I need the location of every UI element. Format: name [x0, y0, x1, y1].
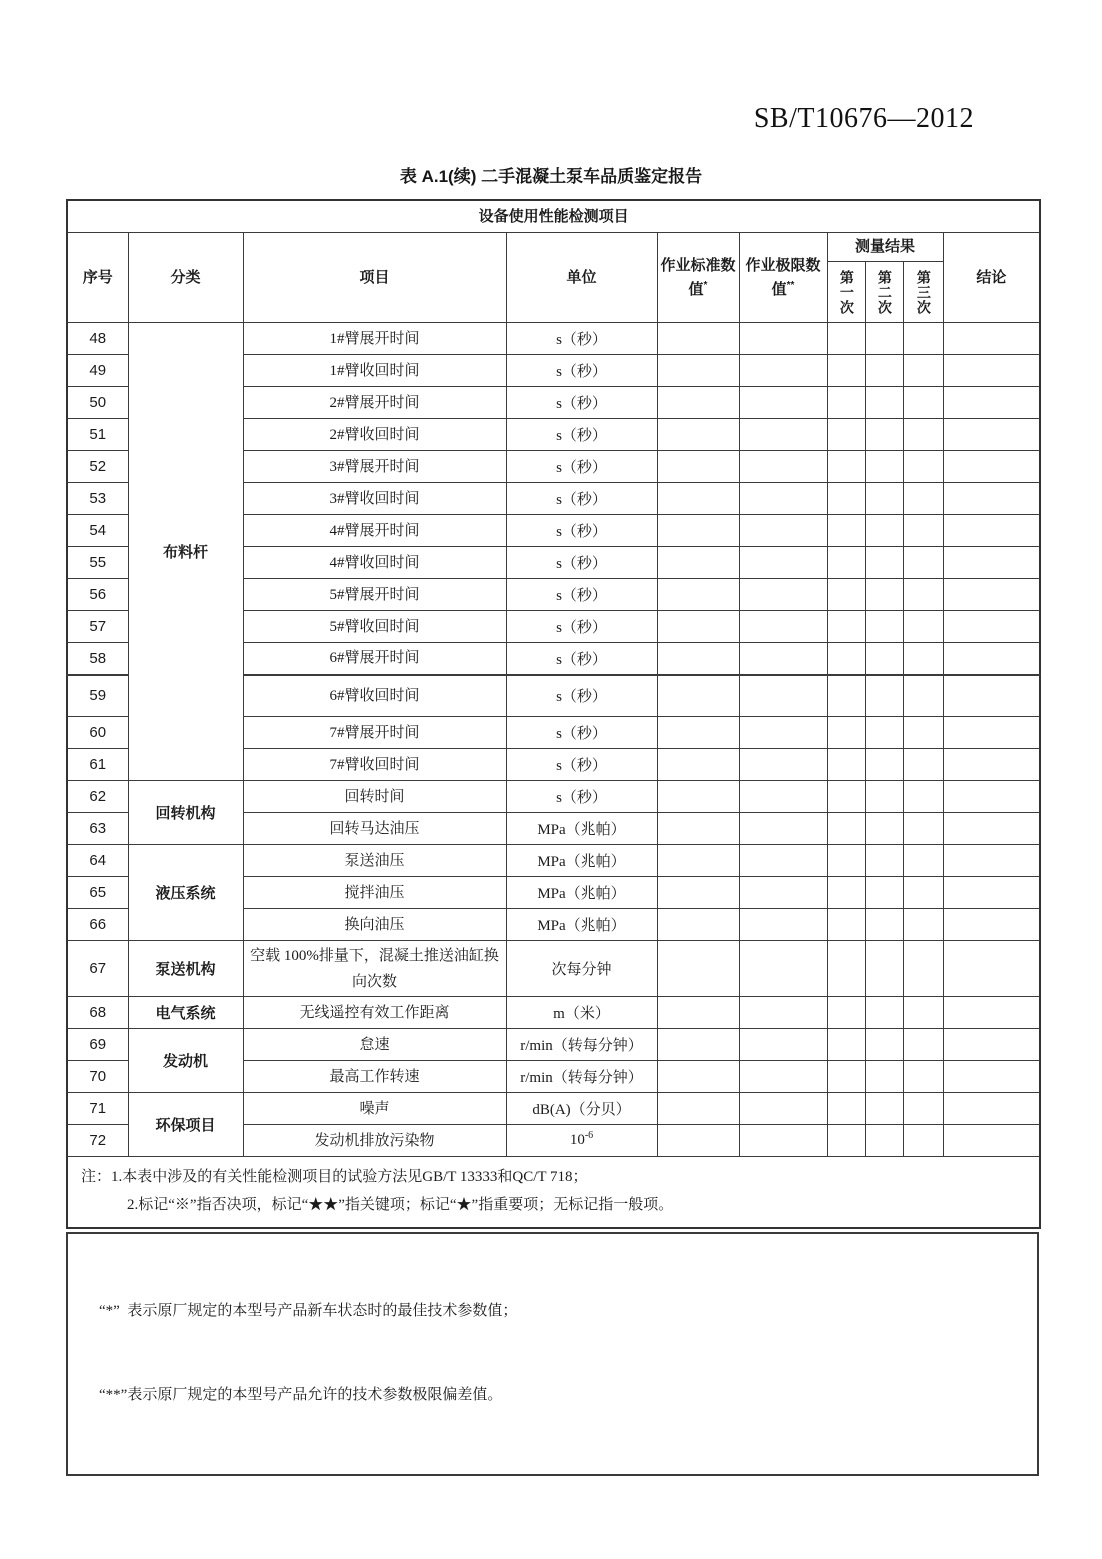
- table-row: [67, 1093, 1040, 1125]
- unit-cell: [506, 845, 657, 877]
- seq-cell: 52: [67, 451, 128, 483]
- unit-cell: [506, 611, 657, 643]
- measure-1-cell: [827, 483, 865, 515]
- item-cell: 发动机排放污染物: [243, 1125, 506, 1157]
- measure-1-cell: [827, 419, 865, 451]
- unit-cell: [506, 717, 657, 749]
- conclusion-cell: [943, 355, 1040, 387]
- inspection-table: [66, 199, 1041, 1229]
- standard-value-cell: [657, 579, 739, 611]
- measure-2-cell: [865, 451, 903, 483]
- unit-text: s（秒）: [556, 790, 607, 806]
- seq-cell: 50: [67, 387, 128, 419]
- measure-1-cell: [827, 997, 865, 1029]
- measure-3-cell: [903, 579, 943, 611]
- column-header-standard-value: [657, 233, 739, 323]
- standard-value-cell: [657, 515, 739, 547]
- measure-1-cell: [827, 941, 865, 997]
- measure-1-cell: [827, 717, 865, 749]
- standard-value-cell: [657, 909, 739, 941]
- category-cell: 回转机构: [128, 781, 243, 845]
- unit-text: s（秒）: [556, 332, 607, 348]
- item-cell: 7#臂收回时间: [243, 749, 506, 781]
- limit-value-cell: [739, 451, 827, 483]
- measure-1-cell: [827, 909, 865, 941]
- measure-3-cell: [903, 643, 943, 675]
- measure-1-cell: [827, 1061, 865, 1093]
- table-row: [67, 233, 1040, 262]
- seq-cell: 59: [67, 675, 128, 717]
- limit-value-cell: [739, 845, 827, 877]
- standard-value-cell: [657, 611, 739, 643]
- unit-text: s（秒）: [556, 689, 607, 706]
- conclusion-cell: [943, 323, 1040, 355]
- note-line-1: 注：1.本表中涉及的有关性能检测项目的试验方法见GB/T 13333和QC/T 718；: [81, 1169, 588, 1185]
- table-row: [67, 845, 1040, 877]
- unit-text: s（秒）: [556, 492, 607, 508]
- measure-2-cell: [865, 355, 903, 387]
- measure-2-cell: [865, 813, 903, 845]
- seq-cell: 62: [67, 781, 128, 813]
- item-cell: 1#臂展开时间: [243, 323, 506, 355]
- measure-1-cell: [827, 877, 865, 909]
- limit-value-cell: [739, 611, 827, 643]
- unit-cell: [506, 387, 657, 419]
- unit-text: s（秒）: [556, 620, 607, 636]
- measure-3-cell: [903, 717, 943, 749]
- measure-1-cell: [827, 1029, 865, 1061]
- unit-cell: [506, 451, 657, 483]
- table-row: [67, 997, 1040, 1029]
- measure-3-cell: [903, 997, 943, 1029]
- measure-3-cell: [903, 355, 943, 387]
- item-cell: 空载 100%排量下，混凝土推送油缸换向次数: [243, 941, 506, 997]
- measure-2-cell: [865, 1125, 903, 1157]
- unit-cell: [506, 355, 657, 387]
- limit-value-cell: [739, 675, 827, 717]
- standard-value-cell: [657, 1029, 739, 1061]
- measure-3-cell: [903, 1061, 943, 1093]
- conclusion-cell: [943, 483, 1040, 515]
- measure-1-cell: [827, 813, 865, 845]
- seq-cell: 56: [67, 579, 128, 611]
- limit-value-label: 作业极限数值: [745, 257, 821, 298]
- column-header-measure-2: [865, 262, 903, 323]
- measure-1-cell: [827, 845, 865, 877]
- conclusion-cell: [943, 451, 1040, 483]
- limit-value-cell: [739, 643, 827, 675]
- standard-value-cell: [657, 941, 739, 997]
- measure-3-cell: [903, 451, 943, 483]
- section-header: 设备使用性能检测项目: [67, 200, 1040, 233]
- item-cell: 7#臂展开时间: [243, 717, 506, 749]
- category-cell: 环保项目: [128, 1093, 243, 1157]
- standard-value-cell: [657, 547, 739, 579]
- unit-cell: [506, 941, 657, 997]
- measure-1-cell: [827, 749, 865, 781]
- category-cell: 液压系统: [128, 845, 243, 941]
- seq-cell: 57: [67, 611, 128, 643]
- standard-value-cell: [657, 451, 739, 483]
- item-cell: 怠速: [243, 1029, 506, 1061]
- conclusion-cell: [943, 547, 1040, 579]
- conclusion-cell: [943, 997, 1040, 1029]
- measure-3-cell: [903, 1125, 943, 1157]
- measure-2-cell: [865, 1029, 903, 1061]
- conclusion-cell: [943, 1093, 1040, 1125]
- conclusion-cell: [943, 845, 1040, 877]
- unit-cell: [506, 515, 657, 547]
- measure-2-cell: [865, 877, 903, 909]
- conclusion-cell: [943, 813, 1040, 845]
- measure-3-cell: [903, 323, 943, 355]
- measure-2-cell: [865, 323, 903, 355]
- conclusion-cell: [943, 387, 1040, 419]
- standard-value-cell: [657, 675, 739, 717]
- conclusion-cell: [943, 579, 1040, 611]
- item-cell: 最高工作转速: [243, 1061, 506, 1093]
- measure-3-cell: [903, 419, 943, 451]
- footnote-line-2: “**”表示原厂规定的本型号产品允许的技术参数极限偏差值。: [99, 1387, 503, 1403]
- table-row: [67, 781, 1040, 813]
- measure-1-cell: [827, 547, 865, 579]
- measure-2-cell: [865, 611, 903, 643]
- standard-value-cell: [657, 419, 739, 451]
- measure-1-cell: [827, 387, 865, 419]
- limit-value-cell: [739, 749, 827, 781]
- limit-value-cell: [739, 1061, 827, 1093]
- unit-cell: [506, 1125, 657, 1157]
- measure-3-cell: [903, 1093, 943, 1125]
- seq-cell: 67: [67, 941, 128, 997]
- standard-value-cell: [657, 1061, 739, 1093]
- item-cell: 回转时间: [243, 781, 506, 813]
- measure-1-cell: [827, 355, 865, 387]
- unit-text: r/min（转每分钟）: [520, 1038, 643, 1054]
- conclusion-cell: [943, 781, 1040, 813]
- unit-cell: [506, 547, 657, 579]
- seq-cell: 69: [67, 1029, 128, 1061]
- measure-2-cell: [865, 419, 903, 451]
- standard-value-cell: [657, 1093, 739, 1125]
- unit-text: 10: [569, 1132, 585, 1148]
- measure-2-cell: [865, 483, 903, 515]
- limit-value-cell: [739, 941, 827, 997]
- item-cell: 6#臂收回时间: [243, 675, 506, 717]
- unit-text: s（秒）: [556, 460, 607, 476]
- measure-2-cell: [865, 1061, 903, 1093]
- unit-text: s（秒）: [556, 651, 607, 668]
- item-cell: 1#臂收回时间: [243, 355, 506, 387]
- measure-2-cell: [865, 643, 903, 675]
- measure-2-cell: [865, 547, 903, 579]
- unit-cell: [506, 909, 657, 941]
- seq-cell: 51: [67, 419, 128, 451]
- unit-cell: [506, 749, 657, 781]
- measure-1-cell: [827, 323, 865, 355]
- conclusion-cell: [943, 419, 1040, 451]
- unit-text: s（秒）: [556, 524, 607, 540]
- measure-3-cell: [903, 749, 943, 781]
- measure-1-cell: [827, 515, 865, 547]
- measure-1-cell: [827, 1093, 865, 1125]
- standard-value-cell: [657, 749, 739, 781]
- limit-value-cell: [739, 717, 827, 749]
- standard-value-cell: [657, 813, 739, 845]
- table-container: [66, 199, 1039, 1476]
- unit-cell: [506, 419, 657, 451]
- limit-value-cell: [739, 813, 827, 845]
- standard-value-cell: [657, 355, 739, 387]
- standard-value-cell: [657, 323, 739, 355]
- unit-text: 次每分钟: [551, 962, 612, 978]
- seq-cell: 70: [67, 1061, 128, 1093]
- measure-3-cell: [903, 611, 943, 643]
- table-row: [67, 200, 1040, 233]
- measure-2-cell: [865, 717, 903, 749]
- table-row: [67, 941, 1040, 997]
- standard-value-cell: [657, 1125, 739, 1157]
- conclusion-cell: [943, 675, 1040, 717]
- unit-text: r/min（转每分钟）: [520, 1070, 643, 1086]
- footnotes-block: [66, 1232, 1039, 1476]
- limit-value-cell: [739, 323, 827, 355]
- limit-value-cell: [739, 547, 827, 579]
- measure-2-cell: [865, 515, 903, 547]
- seq-cell: 58: [67, 643, 128, 675]
- seq-cell: 64: [67, 845, 128, 877]
- conclusion-cell: [943, 941, 1040, 997]
- seq-cell: 68: [67, 997, 128, 1029]
- measure-3-cell: [903, 387, 943, 419]
- unit-text: s（秒）: [556, 428, 607, 444]
- unit-cell: [506, 813, 657, 845]
- category-cell: 电气系统: [128, 997, 243, 1029]
- unit-text: MPa（兆帕）: [537, 918, 626, 934]
- limit-value-cell: [739, 877, 827, 909]
- standard-value-cell: [657, 643, 739, 675]
- unit-text: MPa（兆帕）: [537, 854, 626, 870]
- conclusion-cell: [943, 1061, 1040, 1093]
- unit-cell: [506, 483, 657, 515]
- limit-value-cell: [739, 1093, 827, 1125]
- measure-3-label: 第三次: [915, 269, 932, 315]
- measure-2-cell: [865, 997, 903, 1029]
- item-cell: 4#臂收回时间: [243, 547, 506, 579]
- conclusion-cell: [943, 909, 1040, 941]
- measure-3-cell: [903, 1029, 943, 1061]
- standard-value-cell: [657, 781, 739, 813]
- measure-2-cell: [865, 749, 903, 781]
- limit-value-cell: [739, 909, 827, 941]
- note-line-2: 2.标记“※”指否决项，标记“★★”指关键项；标记“★”指重要项；无标记指一般项。: [127, 1197, 674, 1213]
- unit-text: m（米）: [553, 1006, 610, 1022]
- measure-3-cell: [903, 675, 943, 717]
- measure-2-cell: [865, 845, 903, 877]
- limit-value-cell: [739, 355, 827, 387]
- seq-cell: 65: [67, 877, 128, 909]
- table-row: [67, 1029, 1040, 1061]
- unit-superscript: -6: [584, 1130, 594, 1141]
- unit-cell: [506, 1029, 657, 1061]
- item-cell: 泵送油压: [243, 845, 506, 877]
- unit-cell: [506, 675, 657, 717]
- seq-cell: 60: [67, 717, 128, 749]
- item-cell: 噪声: [243, 1093, 506, 1125]
- measure-2-cell: [865, 781, 903, 813]
- unit-cell: [506, 877, 657, 909]
- unit-cell: [506, 579, 657, 611]
- conclusion-cell: [943, 1125, 1040, 1157]
- standard-value-cell: [657, 483, 739, 515]
- unit-text: dB(A)（分贝）: [532, 1102, 631, 1118]
- unit-cell: [506, 1093, 657, 1125]
- item-cell: 5#臂收回时间: [243, 611, 506, 643]
- unit-cell: [506, 1061, 657, 1093]
- item-cell: 2#臂收回时间: [243, 419, 506, 451]
- seq-cell: 61: [67, 749, 128, 781]
- unit-text: s（秒）: [556, 758, 607, 774]
- measure-3-cell: [903, 941, 943, 997]
- column-header-measure-group: 测量结果: [827, 233, 943, 262]
- measure-2-cell: [865, 1093, 903, 1125]
- conclusion-cell: [943, 717, 1040, 749]
- limit-value-cell: [739, 1125, 827, 1157]
- unit-cell: [506, 643, 657, 675]
- item-cell: 3#臂收回时间: [243, 483, 506, 515]
- table-row: [67, 1157, 1040, 1229]
- item-cell: 6#臂展开时间: [243, 643, 506, 675]
- conclusion-cell: [943, 611, 1040, 643]
- standard-value-cell: [657, 997, 739, 1029]
- measure-1-cell: [827, 451, 865, 483]
- limit-value-cell: [739, 781, 827, 813]
- category-cell: 布料杆: [128, 323, 243, 781]
- column-header-seq: 序号: [67, 233, 128, 323]
- conclusion-cell: [943, 643, 1040, 675]
- seq-cell: 66: [67, 909, 128, 941]
- limit-value-cell: [739, 515, 827, 547]
- conclusion-cell: [943, 877, 1040, 909]
- footnote-line-1: “*” 表示原厂规定的本型号产品新车状态时的最佳技术参数值；: [99, 1303, 518, 1319]
- conclusion-cell: [943, 749, 1040, 781]
- category-cell: 发动机: [128, 1029, 243, 1093]
- measure-2-cell: [865, 675, 903, 717]
- column-header-limit-value: [739, 233, 827, 323]
- limit-value-cell: [739, 387, 827, 419]
- measure-3-cell: [903, 877, 943, 909]
- column-header-item: 项目: [243, 233, 506, 323]
- conclusion-cell: [943, 1029, 1040, 1061]
- item-cell: 无线遥控有效工作距离: [243, 997, 506, 1029]
- seq-cell: 48: [67, 323, 128, 355]
- column-header-conclusion: 结论: [943, 233, 1040, 323]
- measure-1-cell: [827, 675, 865, 717]
- table-title: 表 A.1(续) 二手混凝土泵车品质鉴定报告: [399, 167, 703, 186]
- column-header-category: 分类: [128, 233, 243, 323]
- seq-cell: 55: [67, 547, 128, 579]
- notes-cell: [67, 1157, 1040, 1229]
- measure-3-cell: [903, 781, 943, 813]
- seq-cell: 49: [67, 355, 128, 387]
- unit-cell: [506, 323, 657, 355]
- measure-2-cell: [865, 579, 903, 611]
- column-header-measure-1: [827, 262, 865, 323]
- measure-3-cell: [903, 813, 943, 845]
- limit-value-cell: [739, 997, 827, 1029]
- measure-2-cell: [865, 941, 903, 997]
- seq-cell: 63: [67, 813, 128, 845]
- measure-3-cell: [903, 515, 943, 547]
- column-header-measure-3: [903, 262, 943, 323]
- item-cell: 回转马达油压: [243, 813, 506, 845]
- item-cell: 2#臂展开时间: [243, 387, 506, 419]
- unit-text: s（秒）: [556, 556, 607, 572]
- standard-value-cell: [657, 717, 739, 749]
- limit-value-cell: [739, 483, 827, 515]
- measure-2-cell: [865, 909, 903, 941]
- standard-value-superscript: *: [703, 279, 708, 291]
- item-cell: 4#臂展开时间: [243, 515, 506, 547]
- seq-cell: 53: [67, 483, 128, 515]
- standard-value-cell: [657, 877, 739, 909]
- measure-3-cell: [903, 845, 943, 877]
- limit-value-superscript: **: [786, 279, 795, 291]
- measure-3-cell: [903, 483, 943, 515]
- standard-value-cell: [657, 845, 739, 877]
- standard-value-label: 作业标准数值: [660, 257, 736, 298]
- unit-cell: [506, 781, 657, 813]
- standard-value-cell: [657, 387, 739, 419]
- measure-3-cell: [903, 547, 943, 579]
- measure-1-label: 第一次: [838, 269, 855, 315]
- measure-1-cell: [827, 579, 865, 611]
- item-cell: 换向油压: [243, 909, 506, 941]
- unit-text: MPa（兆帕）: [537, 886, 626, 902]
- standard-number: SB/T10676—2012: [753, 103, 974, 134]
- unit-text: s（秒）: [556, 588, 607, 604]
- measure-1-cell: [827, 643, 865, 675]
- column-header-unit: 单位: [506, 233, 657, 323]
- limit-value-cell: [739, 419, 827, 451]
- conclusion-cell: [943, 515, 1040, 547]
- category-cell: 泵送机构: [128, 941, 243, 997]
- unit-cell: [506, 997, 657, 1029]
- measure-1-cell: [827, 611, 865, 643]
- unit-text: s（秒）: [556, 364, 607, 380]
- seq-cell: 71: [67, 1093, 128, 1125]
- measure-3-cell: [903, 909, 943, 941]
- item-cell: 5#臂展开时间: [243, 579, 506, 611]
- measure-1-cell: [827, 781, 865, 813]
- measure-2-cell: [865, 387, 903, 419]
- table-row: [67, 323, 1040, 355]
- limit-value-cell: [739, 1029, 827, 1061]
- seq-cell: 72: [67, 1125, 128, 1157]
- item-cell: 搅拌油压: [243, 877, 506, 909]
- unit-text: s（秒）: [556, 396, 607, 412]
- item-cell: 3#臂展开时间: [243, 451, 506, 483]
- unit-text: MPa（兆帕）: [537, 822, 626, 838]
- limit-value-cell: [739, 579, 827, 611]
- measure-2-label: 第二次: [876, 269, 893, 315]
- seq-cell: 54: [67, 515, 128, 547]
- measure-1-cell: [827, 1125, 865, 1157]
- unit-text: s（秒）: [556, 726, 607, 742]
